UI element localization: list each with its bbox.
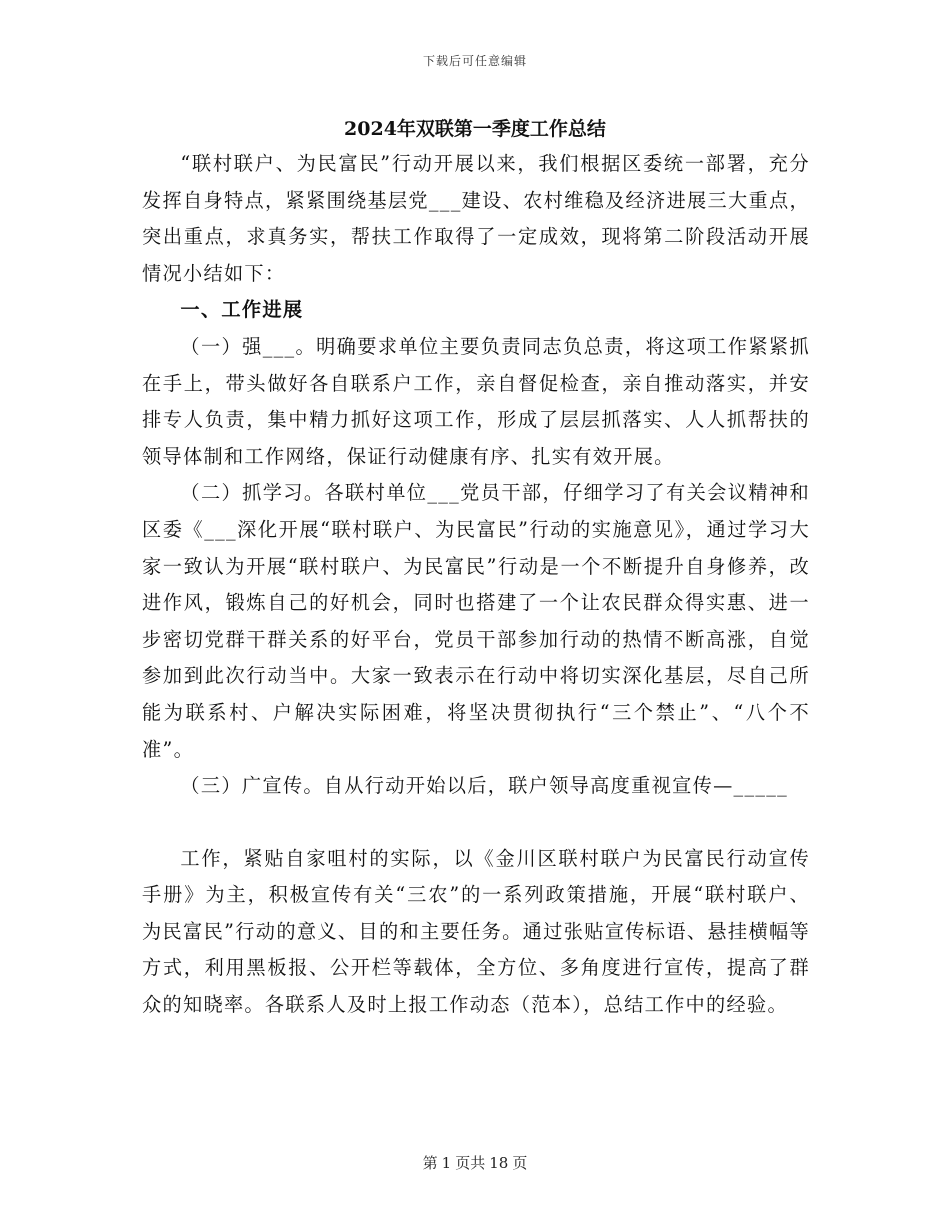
document-title: 2024年双联第一季度工作总结	[344, 118, 606, 140]
section-heading: 一、工作进展	[180, 298, 304, 322]
intro-paragraph: “联村联户、为民富民”行动开展以来，我们根据区委统一部署，充分发挥自身特点，紧紧围绕基层党___建设、农村维稳及经济进展三大重点，突出重点，求真务实，帮扶工作取得了一定成效，现将第二阶段活动开展情况小结如下：	[142, 152, 810, 285]
paragraph-study: （二）抓学习。各联村单位___党员干部，仔细学习了有关会议精神和区委《___深化开展“联村联户、为民富民”行动的实施意见》，通过学习大家一致认为开展“联村联户、为民富民”行动是一个不断提升自身修养，改进作风，锻炼自己的好机会，同时也搭建了一个让农民群众得实惠、进一步密切党群干群关系的好平台，党员干部参加行动的热情不断高涨，自觉参加到此次行动当中。大家一致表示在行动中将切实深化基层，尽自己所能为联系村、户解决实际困难，将坚决贯彻执行“三个禁止”、“八个不准”。	[142, 481, 810, 761]
paragraph-strengthen: （一）强___。明确要求单位主要负责同志负总责，将这项工作紧紧抓在手上，带头做好各自联系户工作，亲自督促检查，亲自推动落实，并安排专人负责，集中精力抓好这项工作，形成了层层抓落实、人人抓帮扶的领导体制和工作网络，保证行动健康有序、扎实有效开展。	[142, 334, 810, 468]
document-body	[142, 146, 810, 1024]
footer-middle: 页共	[455, 1154, 486, 1172]
footer-suffix: 页	[512, 1154, 528, 1172]
header-note: 下载后可任意编辑	[422, 54, 527, 68]
paragraph-gap	[142, 805, 810, 841]
footer-prefix: 第	[422, 1154, 438, 1172]
paragraph-publicity-continued: 工作，紧贴自家咀村的实际，以《金川区联村联户为民富民行动宣传手册》为主，积极宣传有关“三农”的一系列政策措施，开展“联村联户、为民富民”行动的意义、目的和主要任务。通过张贴宣传标语、悬挂横幅等方式，利用黑板报、公开栏等载体，全方位、多角度进行宣传，提高了群众的知晓率。各联系人及时上报工作动态（范本），总结工作中的经验。	[142, 846, 810, 1017]
current-page-number: 1	[441, 1154, 452, 1172]
page-number-footer	[0, 1152, 950, 1173]
total-page-count: 18	[489, 1154, 509, 1172]
paragraph-publicity: （三）广宣传。自从行动开始以后，联户领导高度重视宣传—_____	[180, 774, 789, 798]
